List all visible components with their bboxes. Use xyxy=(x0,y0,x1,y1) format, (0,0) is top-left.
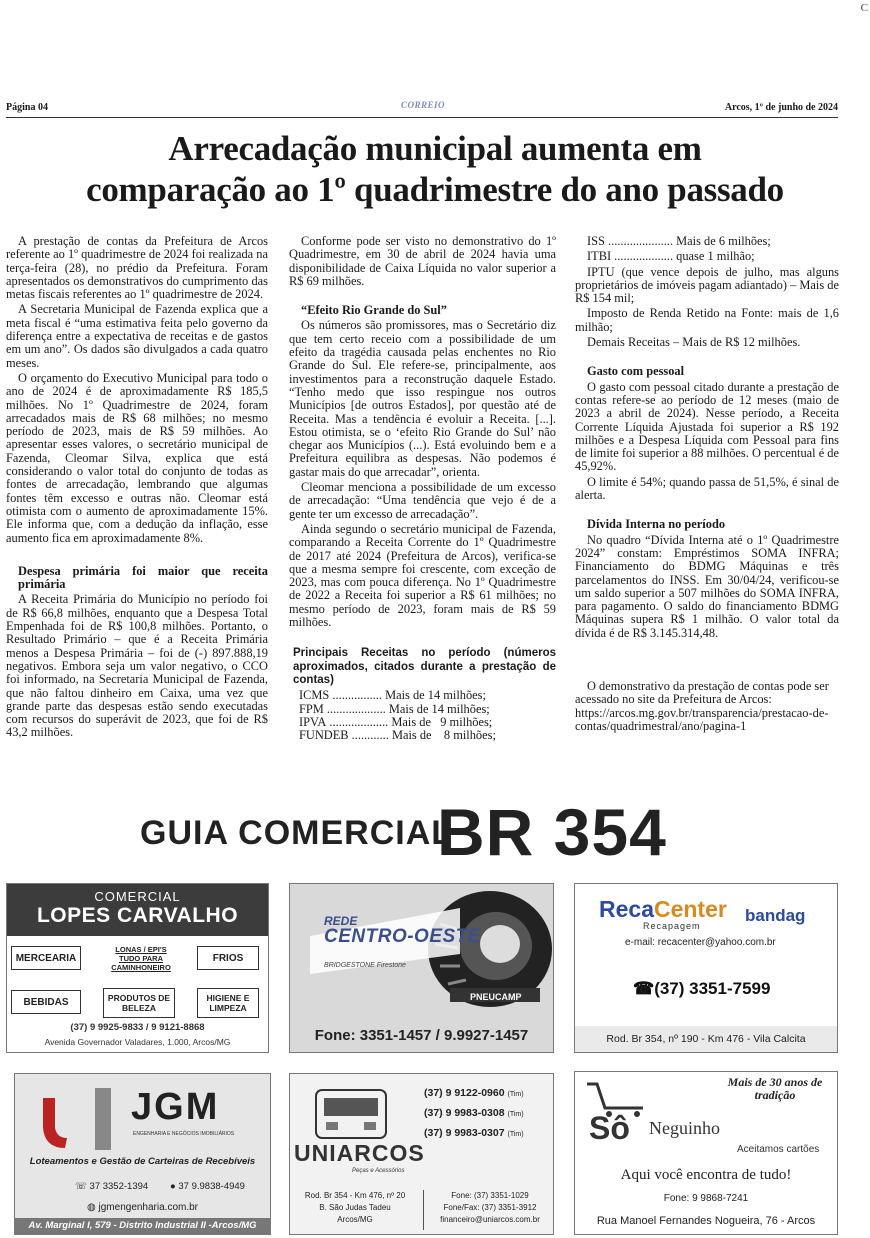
ad-tagline: Loteamentos e Gestão de Carteiras de Recebíveis xyxy=(29,1156,256,1167)
jgm-logo-icon xyxy=(25,1078,135,1158)
ad-tradition: Mais de 30 anos de tradição xyxy=(727,1075,823,1102)
phone-icon: ☏ xyxy=(75,1181,90,1192)
ad-phones xyxy=(424,1084,524,1144)
ad-subtitle: Recapagem xyxy=(643,921,701,931)
subheading-divida: Dívida Interna no período xyxy=(587,517,726,532)
article-column-2 xyxy=(289,235,556,742)
ad-address: Rod. Br 354, nº 190 - Km 476 - Vila Calcita xyxy=(575,1026,837,1052)
ad-whatsapp: ● 37 9.9838-4949 xyxy=(170,1181,245,1192)
ad-website: ◍ jgmengenharia.com.br xyxy=(87,1202,199,1213)
ad-jgm xyxy=(14,1073,271,1235)
receita-item: ISS ..................... Mais de 6 milhões; xyxy=(587,234,771,248)
ad-so-neguinho xyxy=(574,1071,838,1235)
ad-cards: Aceitamos cartões xyxy=(737,1144,820,1155)
ad-title: UNIARCOS xyxy=(294,1140,425,1166)
page-date: Arcos, 1º de junho de 2024 xyxy=(724,102,838,113)
ad-title: LOPES CARVALHO xyxy=(36,904,239,927)
article-column-1 xyxy=(6,235,268,742)
ad-rede: REDE xyxy=(324,914,358,928)
category-higiene: HIGIENE E LIMPEZA xyxy=(197,988,259,1018)
ad-uniarcos xyxy=(289,1073,554,1235)
ad-phone: Fone: 9 9868-7241 xyxy=(663,1193,749,1204)
guia-comercial-banner xyxy=(140,796,700,870)
ad-title-2: Neguinho xyxy=(649,1118,720,1138)
receita-item: Demais Receitas – Mais de R$ 12 milhões. xyxy=(587,335,801,350)
paragraph: No quadro “Dívida Interna até o 1º Quadrimestre 2024” constam: Empréstimos SOMA INFRA; Financiamento do BDMG Máquinas e três parcelamentos do INSS. Em 30/04/24, verificou-se um saldo superior a 507 milhões do SOMA INFRA, para pagamento. O saldo do financiamento BDMG Máquinas supera R$ 1 milhão. O valor total da dívida é de R$ 3.145.314,48. xyxy=(575,532,839,640)
ad-pneucamp: PNEUCAMP xyxy=(470,992,522,1002)
subheading-pessoal: Gasto com pessoal xyxy=(587,364,685,379)
receita-item: Imposto de Renda Retido na Fonte: mais de 1,6 milhão; xyxy=(575,306,839,334)
ad-subtitle: COMERCIAL xyxy=(94,889,181,904)
ad-phone: (37) 9 9983-0307 (Tim) xyxy=(424,1127,524,1139)
subheading-efeito-rs: “Efeito Rio Grande do Sul” xyxy=(301,303,447,318)
ad-lopes-carvalho xyxy=(6,883,269,1053)
ad-subtitle: Peças e Acessórios xyxy=(352,1168,405,1174)
truck-icon xyxy=(296,1078,416,1148)
receita-item: ICMS ................ Mais de 14 milhões; xyxy=(299,688,486,703)
paragraph: Ainda segundo o secretário municipal de Fazenda, comparando a Receita Corrente do 1º Quadrimestre de 2017 até 2024 (Prefeitura de Arcos), verifica-se que a mesma sempre foi crescente, com exceção de 2023, mas com pouca diferença. No 1º Quadrimestre de 2022 a Receita foi superior a R$ 61 milhões; no mesmo período de 2023, foram mais de R$ 59 milhões. xyxy=(289,521,556,630)
ad-phone: ☏ 37 3352-1394 xyxy=(75,1181,149,1192)
ad-slogan: Aqui você encontra de tudo! xyxy=(620,1167,792,1183)
corner-mark: C xyxy=(860,2,868,14)
receita-item: ITBI ................... quase 1 milhão; xyxy=(587,249,755,264)
ad-bandag: bandag xyxy=(745,906,806,925)
guia-title: GUIA COMERCIAL xyxy=(140,814,454,852)
ad-title: RecaCenter xyxy=(599,896,727,922)
divider xyxy=(423,1190,424,1230)
ad-phone: (37) 9 9983-0308 (Tim) xyxy=(424,1107,524,1119)
phone-icon: ☎ xyxy=(633,979,655,998)
receita-item: FPM ................... Mais de 14 milhões; xyxy=(299,701,490,716)
category-lonas: LONAS / EPI'S TUDO PARA CAMINHONEIRO xyxy=(111,944,171,972)
ad-subtitle: ENGENHARIA E NEGÓCIOS IMOBILIÁRIOS xyxy=(133,1131,235,1137)
headline-line-1: Arrecadação municipal aumenta em xyxy=(168,129,702,168)
article-column-3 xyxy=(575,235,839,735)
ad-phone: Fone: 3351-1457 / 9.9927-1457 xyxy=(314,1027,529,1044)
ad-address: Av. Marginal I, 579 - Distrito Industrial II -Arcos/MG xyxy=(15,1218,270,1234)
ad-phone: (37) 9 9122-0960 (Tim) xyxy=(424,1087,524,1099)
ad-contacts: Fone: (37) 3351-1029 Fone/Fax: (37) 3351-3912 financeiro@uniarcos.com.br xyxy=(440,1191,540,1224)
subheading-despesa: Despesa primária foi maior que receita primária xyxy=(18,563,268,592)
receita-item: IPTU (que vence depois de julho, mas alguns proprietários de imóveis pagam adiantado) – Mais de R$ 154 mil; xyxy=(575,264,839,306)
ad-header xyxy=(7,884,268,936)
paragraph: A Secretaria Municipal de Fazenda explica que a meta fiscal é “uma estimativa feita pelo governo da diferença entre a expectativa de receitas e de gastos em um ano”. Os dados são divulgados a cada quatro meses. xyxy=(6,302,268,370)
paragraph: A Receita Primária do Município no período foi de R$ 66,8 milhões, enquanto que a Despesa Total Empenhada foi de R$ 100,8 milhões. Portanto, o Resultado Primário – que é a Receita Primária menos a Despesa Primária – foi de (-) 897.888,19 negativos. Embora seja um valor negativo, o CCO foi informado, na Secretaria Municipal de Fazenda, que não faltou dinheiro em Caixa, uma vez que grande parte das despesas estão sendo executadas com recursos do superávit de 2023, que foi de R$ 43,2 milhões. xyxy=(6,592,268,740)
ad-phone: ☎(37) 3351-7599 xyxy=(633,979,771,998)
ad-email: e-mail: recacenter@yahoo.com.br xyxy=(625,937,776,948)
page-number: Página 04 xyxy=(6,102,48,113)
ad-brands: BRIDGESTONE Firestone xyxy=(324,962,406,969)
paragraph: Conforme pode ser visto no demonstrativo do 1º Quadrimestre, em 30 de abril de 2024 havia uma disponibilidade de Caixa Líquida no valor superior a R$ 69 milhões. xyxy=(289,234,556,288)
ad-recacenter xyxy=(574,883,838,1053)
ad-address: Rod. Br 354 - Km 476, nº 20 B. São Judas Tadeu Arcos/MG xyxy=(304,1191,406,1224)
ad-phone: (37) 9 9925-9833 / 9 9121-8868 xyxy=(70,1022,205,1033)
paragraph: O orçamento do Executivo Municipal para todo o ano de 2024 é de aproximadamente R$ 185,5 milhões. No 1º Quadrimestre de 2024, foram arrecadados mais de R$ 68 milhões; no mesmo período de 2023, mais de R$ 59 milhões. Ao apresentar esses valores, o secretário municipal de Fazenda, Cleomar Silva, explica que está considerando o valor total do conjunto de todas as fontes de arrecadação, lembrando que algumas fontes têm excesso e outras não. Cleomar está otimista com o aumento de aproximadamente 15%. Ele informa que, com a dedução da inflação, esse aumento fica em aproximadamente 8%. xyxy=(6,370,268,545)
page-header xyxy=(6,102,838,116)
headline-line-2: comparação ao 1º quadrimestre do ano passado xyxy=(86,170,784,209)
category-mercearia: MERCEARIA xyxy=(11,946,81,970)
paragraph-link[interactable]: O demonstrativo da prestação de contas pode ser acessado no site da Prefeitura de Arcos: https://arcos.mg.gov.br/transparencia/prestacao-de-contas/quadrimestral/ano/pagina-1 xyxy=(575,679,829,733)
paragraph: O limite é 54%; quando passa de 51,5%, é sinal de alerta. xyxy=(575,474,839,503)
ad-address: Rua Manoel Fernandes Nogueira, 76 - Arcos xyxy=(596,1215,816,1227)
newspaper-logo: CORREIO xyxy=(401,100,446,110)
category-produtos: PRODUTOS DE BELEZA xyxy=(103,988,175,1018)
headline xyxy=(0,128,870,210)
ad-title: CENTRO-OESTE xyxy=(324,926,481,947)
ad-address: Avenida Governador Valadares, 1.000, Arcos/MG xyxy=(44,1037,231,1047)
ad-rede-centro-oeste xyxy=(289,883,554,1053)
paragraph: Cleomar menciona a possibilidade de um excesso de arrecadação: “Uma tendência que vejo é de a gente ter um excesso de arrecadação”. xyxy=(289,480,556,521)
paragraph: O gasto com pessoal citado durante a prestação de contas refere-se ao período de 12 meses (maio de 2023 a abril de 2024). Nesse período, a Receita Corrente Líquida Ajustada foi superior a R$ 192 milhões e a Despesa Líquida com Pessoal para fins de limite foi superior a 88 milhões. O percentual é de 45,92%. xyxy=(575,379,839,474)
ad-title: Sô xyxy=(589,1110,630,1146)
globe-icon: ◍ xyxy=(87,1202,99,1213)
ad-title: JGM xyxy=(131,1086,220,1128)
category-bebidas: BEBIDAS xyxy=(11,990,81,1014)
category-frios: FRIOS xyxy=(197,946,259,970)
paragraph: Os números são promissores, mas o Secretário diz que tem certo receio com a possibilidade de um efeito da tragédia causada pelas enchentes no Rio Grande do Sul. Ele refere-se, principalmente, aos investimentos para a reconstrução daquele Estado. “Tenho medo que isso respingue nos outros Municípios [de outros Estados], por questão até de Receita. Mas a tendência é evoluir a Receita. [...]. Estou otimista, se o ‘efeito Rio Grande do Sul’ não chegar aos Municípios (...). Está evoluindo bem e a Prefeitura equilibra as despesas. Não podemos é gastar mais do que arrecadar”, orienta. xyxy=(289,318,556,479)
subheading-receitas: Principais Receitas no período (números aproximados, citados durante a prestação de contas) xyxy=(293,647,556,686)
receita-item: FUNDEB ............ Mais de 8 milhões; xyxy=(299,728,496,743)
header-rule xyxy=(6,117,838,118)
receita-item: IPVA ................... Mais de 9 milhões; xyxy=(299,714,493,729)
whatsapp-icon: ● xyxy=(170,1181,179,1192)
paragraph: A prestação de contas da Prefeitura de Arcos referente ao 1º quadrimestre de 2024 foi realizada na terça-feira (28), no prédio da Prefeitura. Foram apresentados os demonstrativos do cumprimento das metas fiscais referentes ao 1º quadrimestre de 2024. xyxy=(6,234,268,302)
guia-highway: BR 354 xyxy=(437,795,667,869)
